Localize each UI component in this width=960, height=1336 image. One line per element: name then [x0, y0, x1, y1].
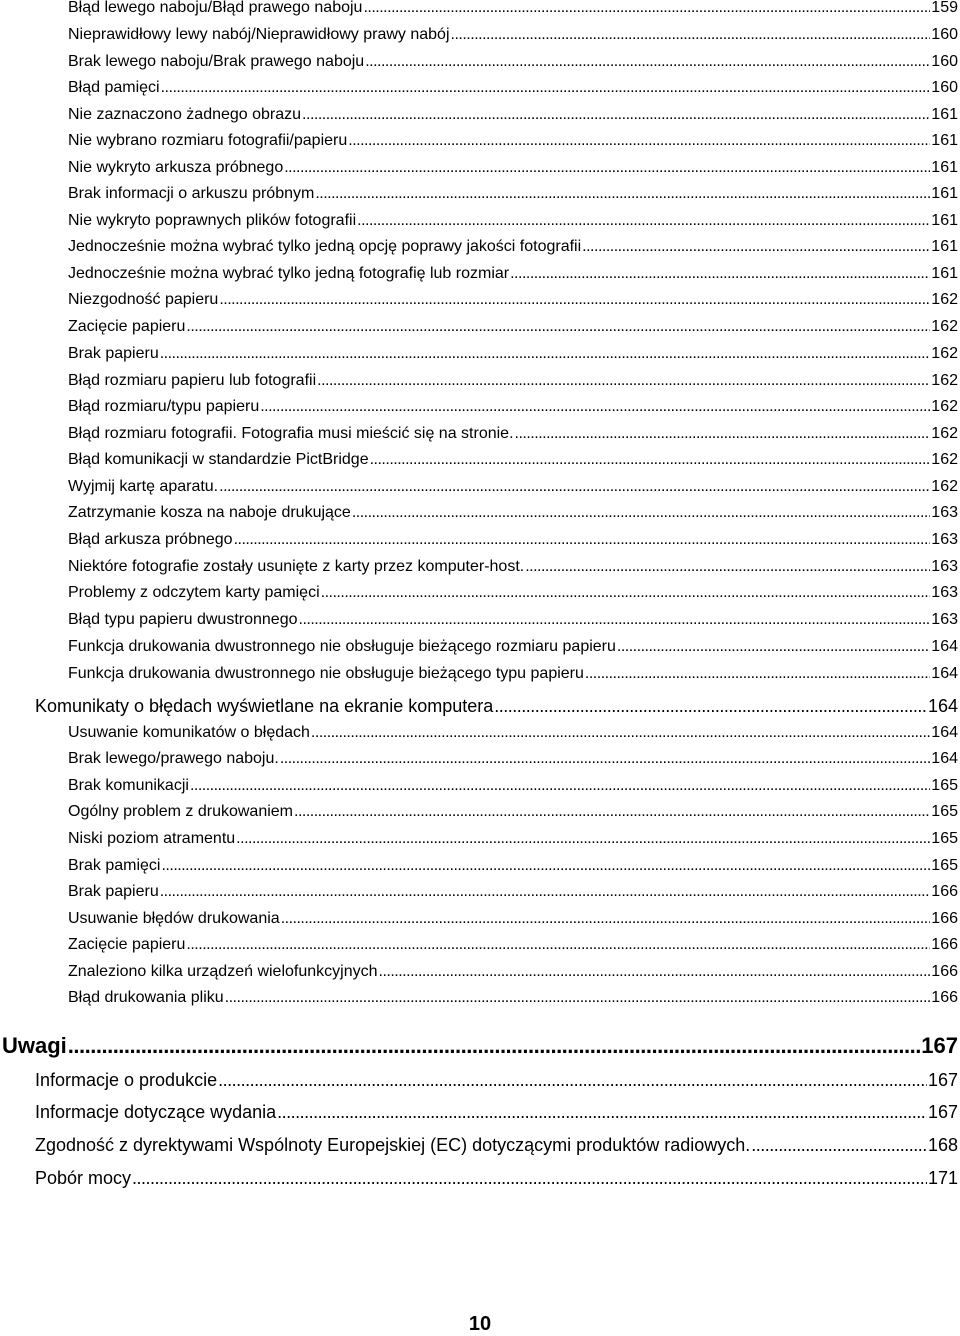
toc-leader-dots — [218, 1069, 927, 1091]
toc-entry[interactable] — [68, 856, 958, 876]
toc-leader-dots — [68, 1033, 920, 1059]
toc-entry[interactable] — [68, 723, 958, 743]
toc-entry-page: 165 — [931, 857, 958, 874]
toc-entry-title: Zacięcie papieru — [68, 318, 186, 335]
toc-entry-title: Funkcja drukowania dwustronnego nie obsługuje bieżącego rozmiaru papieru — [68, 638, 616, 655]
toc-entry-page: 166 — [931, 989, 958, 1006]
toc-entry[interactable] — [35, 1134, 958, 1156]
toc-entry-title: Zgodność z dyrektywami Wspólnoty Europejskiej (EC) dotyczącymi produktów radiowych. — [35, 1135, 751, 1155]
toc-entry-page: 164 — [931, 665, 958, 682]
toc-entry[interactable] — [68, 962, 958, 982]
toc-entry-page: 161 — [931, 212, 958, 229]
toc-entry-page: 160 — [931, 53, 958, 70]
toc-leader-dots — [370, 450, 931, 470]
toc-entry-title: Błąd lewego naboju/Błąd prawego naboju — [68, 0, 363, 16]
toc-entry-page: 162 — [931, 398, 958, 415]
toc-entry[interactable] — [68, 78, 958, 98]
toc-leader-dots — [281, 909, 931, 929]
toc-entry-page: 163 — [931, 611, 958, 628]
toc-entry[interactable] — [68, 909, 958, 929]
toc-entry-page: 164 — [927, 696, 958, 716]
toc-leader-dots — [280, 749, 930, 769]
toc-leader-dots — [190, 776, 930, 796]
toc-entry-title: Błąd rozmiaru/typu papieru — [68, 398, 260, 415]
toc-entry-page: 160 — [931, 79, 958, 96]
toc-entry-page: 167 — [927, 1070, 958, 1090]
toc-entry-title: Brak lewego naboju/Brak prawego naboju — [68, 53, 365, 70]
toc-leader-dots — [277, 1101, 927, 1123]
toc-leader-dots — [494, 695, 927, 717]
toc-entry-title: Uwagi — [2, 1033, 67, 1058]
toc-entry-title: Brak pamięci — [68, 857, 161, 874]
toc-leader-dots — [321, 583, 931, 603]
toc-entry-page: 164 — [931, 750, 958, 767]
toc-leader-dots — [284, 158, 930, 178]
toc-leader-dots — [236, 829, 930, 849]
toc-entry[interactable] — [68, 829, 958, 849]
toc-leader-dots — [294, 802, 930, 822]
toc-entry-title: Jednocześnie można wybrać tylko jedną fotografię lub rozmiar — [68, 265, 510, 282]
toc-entry-title: Błąd rozmiaru fotografii. Fotografia musi mieścić się na stronie. — [68, 425, 514, 442]
toc-entry[interactable] — [68, 749, 958, 769]
toc-entry[interactable] — [68, 557, 958, 577]
toc-entry[interactable] — [35, 695, 958, 717]
toc-entry-title: Błąd pamięci — [68, 79, 160, 96]
toc-entry-title: Nie wykryto poprawnych plików fotografii — [68, 212, 357, 229]
toc-entry-page: 162 — [931, 345, 958, 362]
toc-entry-page: 163 — [931, 504, 958, 521]
toc-entry-title: Pobór mocy — [35, 1168, 132, 1188]
toc-entry-title: Nie wybrano rozmiaru fotografii/papieru — [68, 132, 348, 149]
toc-entry-title: Usuwanie błędów drukowania — [68, 910, 280, 927]
toc-leader-dots — [161, 78, 931, 98]
toc-entry-title: Problemy z odczytem karty pamięci — [68, 584, 320, 601]
toc-entry[interactable] — [68, 503, 958, 523]
toc-entry-title: Brak lewego/prawego naboju. — [68, 750, 279, 767]
toc-leader-dots — [299, 610, 931, 630]
toc-leader-dots — [585, 664, 930, 684]
toc-entry-title: Jednocześnie można wybrać tylko jedną opcję poprawy jakości fotografii — [68, 238, 582, 255]
toc-entry[interactable] — [68, 530, 958, 550]
toc-entry[interactable] — [68, 52, 958, 72]
toc-leader-dots — [225, 988, 931, 1008]
toc-entry-title: Niski poziom atramentu — [68, 830, 236, 847]
toc-entry-title: Informacje o produkcie — [35, 1070, 218, 1090]
toc-leader-dots — [311, 723, 930, 743]
toc-entry-page: 167 — [927, 1102, 958, 1122]
toc-entry-title: Brak papieru — [68, 345, 159, 362]
toc-entry-page: 165 — [931, 830, 958, 847]
toc-entry[interactable] — [35, 1101, 958, 1123]
toc-entry-title: Błąd rozmiaru papieru lub fotografii — [68, 372, 317, 389]
toc-entry-title: Znaleziono kilka urządzeń wielofunkcyjnych — [68, 963, 378, 980]
toc-entry[interactable] — [68, 264, 958, 284]
toc-leader-dots — [582, 237, 930, 257]
toc-entry[interactable] — [68, 131, 958, 151]
toc-entry-page: 165 — [931, 803, 958, 820]
toc-leader-dots — [160, 344, 931, 364]
toc-entry-page: 162 — [931, 318, 958, 335]
page-number: 10 — [468, 1313, 492, 1335]
toc-entry[interactable] — [68, 583, 958, 603]
toc-entry[interactable] — [68, 477, 958, 497]
toc-leader-dots — [315, 184, 930, 204]
toc-entry-page: 161 — [931, 159, 958, 176]
toc-entry-page: 161 — [931, 238, 958, 255]
toc-entry-title: Ogólny problem z drukowaniem — [68, 803, 293, 820]
toc-entry-title: Nieprawidłowy lewy nabój/Nieprawidłowy prawy nabój — [68, 26, 450, 43]
toc-entry-page: 161 — [931, 265, 958, 282]
toc-leader-dots — [219, 477, 930, 497]
toc-entry-page: 162 — [931, 425, 958, 442]
toc-leader-dots — [451, 25, 931, 45]
toc-entry-title: Funkcja drukowania dwustronnego nie obsługuje bieżącego typu papieru — [68, 665, 584, 682]
toc-entry-page: 159 — [931, 0, 958, 16]
toc-entry[interactable] — [68, 450, 958, 470]
toc-entry-page: 162 — [931, 372, 958, 389]
toc-leader-dots — [348, 131, 930, 151]
toc-leader-dots — [186, 317, 930, 337]
toc-entry-page: 164 — [931, 724, 958, 741]
toc-leader-dots — [302, 105, 930, 125]
toc-entry-title: Wyjmij kartę aparatu. — [68, 478, 219, 495]
toc-entry[interactable] — [35, 1069, 958, 1091]
toc-entry-title: Brak informacji o arkuszu próbnym — [68, 185, 315, 202]
toc-entry[interactable] — [68, 211, 958, 231]
toc-leader-dots — [365, 52, 930, 72]
toc-entry-page: 163 — [931, 584, 958, 601]
toc-entry-title: Brak papieru — [68, 883, 159, 900]
toc-entry[interactable] — [35, 1167, 958, 1189]
toc-entry-title: Błąd typu papieru dwustronnego — [68, 611, 298, 628]
toc-entry[interactable] — [68, 290, 958, 310]
toc-entry-title: Nie wykryto arkusza próbnego — [68, 159, 284, 176]
toc-entry-title: Informacje dotyczące wydania — [35, 1102, 277, 1122]
toc-entry[interactable] — [68, 882, 958, 902]
toc-entry-page: 162 — [931, 291, 958, 308]
toc-entry-title: Niezgodność papieru — [68, 291, 219, 308]
toc-entry-page: 161 — [931, 106, 958, 123]
toc-entry-page: 163 — [931, 531, 958, 548]
toc-leader-dots — [617, 637, 930, 657]
toc-entry-page: 166 — [931, 910, 958, 927]
toc-leader-dots — [379, 962, 931, 982]
toc-entry-page: 166 — [931, 883, 958, 900]
toc-leader-dots — [357, 211, 930, 231]
toc-entry[interactable] — [68, 158, 958, 178]
toc-entry-title: Błąd komunikacji w standardzie PictBridge — [68, 451, 369, 468]
toc-leader-dots — [352, 503, 930, 523]
toc-leader-dots — [186, 935, 930, 955]
toc-entry-page: 160 — [931, 26, 958, 43]
toc-entry-title: Błąd drukowania pliku — [68, 989, 224, 1006]
toc-entry[interactable] — [68, 935, 958, 955]
toc-leader-dots — [219, 290, 930, 310]
toc-entry[interactable] — [68, 317, 958, 337]
toc-leader-dots — [515, 424, 931, 444]
toc-entry-title: Zacięcie papieru — [68, 936, 186, 953]
toc-entry-page: 164 — [931, 638, 958, 655]
toc-entry-page: 166 — [931, 963, 958, 980]
toc-entry-title: Nie zaznaczono żadnego obrazu — [68, 106, 302, 123]
toc-entry[interactable] — [68, 610, 958, 630]
toc-entry[interactable] — [68, 105, 958, 125]
toc-entry-page: 168 — [927, 1135, 958, 1155]
toc-leader-dots — [751, 1134, 927, 1156]
toc-entry[interactable] — [68, 988, 958, 1008]
toc-entry[interactable] — [68, 0, 958, 18]
toc-leader-dots — [525, 557, 930, 577]
toc-entry[interactable] — [68, 184, 958, 204]
toc-entry-page: 163 — [931, 558, 958, 575]
toc-entry-title: Komunikaty o błędach wyświetlane na ekranie komputera — [35, 696, 494, 716]
toc-entry-title: Błąd arkusza próbnego — [68, 531, 233, 548]
toc-entry[interactable] — [68, 802, 958, 822]
toc-leader-dots — [234, 530, 931, 550]
toc-entry-title: Zatrzymanie kosza na naboje drukujące — [68, 504, 351, 521]
toc-entry-page: 166 — [931, 936, 958, 953]
toc-entry-title: Brak komunikacji — [68, 777, 189, 794]
toc-entry-page: 165 — [931, 777, 958, 794]
toc-entry[interactable] — [68, 237, 958, 257]
toc-leader-dots — [317, 371, 930, 391]
toc-entry-page: 167 — [921, 1033, 958, 1058]
toc-leader-dots — [132, 1167, 927, 1189]
toc-entry-page: 161 — [931, 185, 958, 202]
toc-entry[interactable] — [68, 776, 958, 796]
toc-entry[interactable] — [68, 397, 958, 417]
toc-entry-page: 162 — [931, 451, 958, 468]
toc-entry[interactable] — [68, 637, 958, 657]
toc-entry-title: Niektóre fotografie zostały usunięte z karty przez komputer-host. — [68, 558, 525, 575]
toc-entry-page: 161 — [931, 132, 958, 149]
toc-entry-page: 171 — [927, 1168, 958, 1188]
toc-entry[interactable] — [68, 344, 958, 364]
toc-entry-title: Usuwanie komunikatów o błędach — [68, 724, 310, 741]
toc-entry[interactable] — [68, 664, 958, 684]
toc-entry[interactable] — [68, 424, 958, 444]
toc-leader-dots — [363, 0, 930, 18]
toc-leader-dots — [161, 856, 930, 876]
toc-entry[interactable] — [68, 371, 958, 391]
toc-leader-dots — [260, 397, 930, 417]
toc-entry[interactable] — [68, 25, 958, 45]
toc-entry[interactable] — [2, 1033, 958, 1059]
toc-leader-dots — [160, 882, 931, 902]
toc-entry-page: 162 — [931, 478, 958, 495]
toc-leader-dots — [510, 264, 930, 284]
